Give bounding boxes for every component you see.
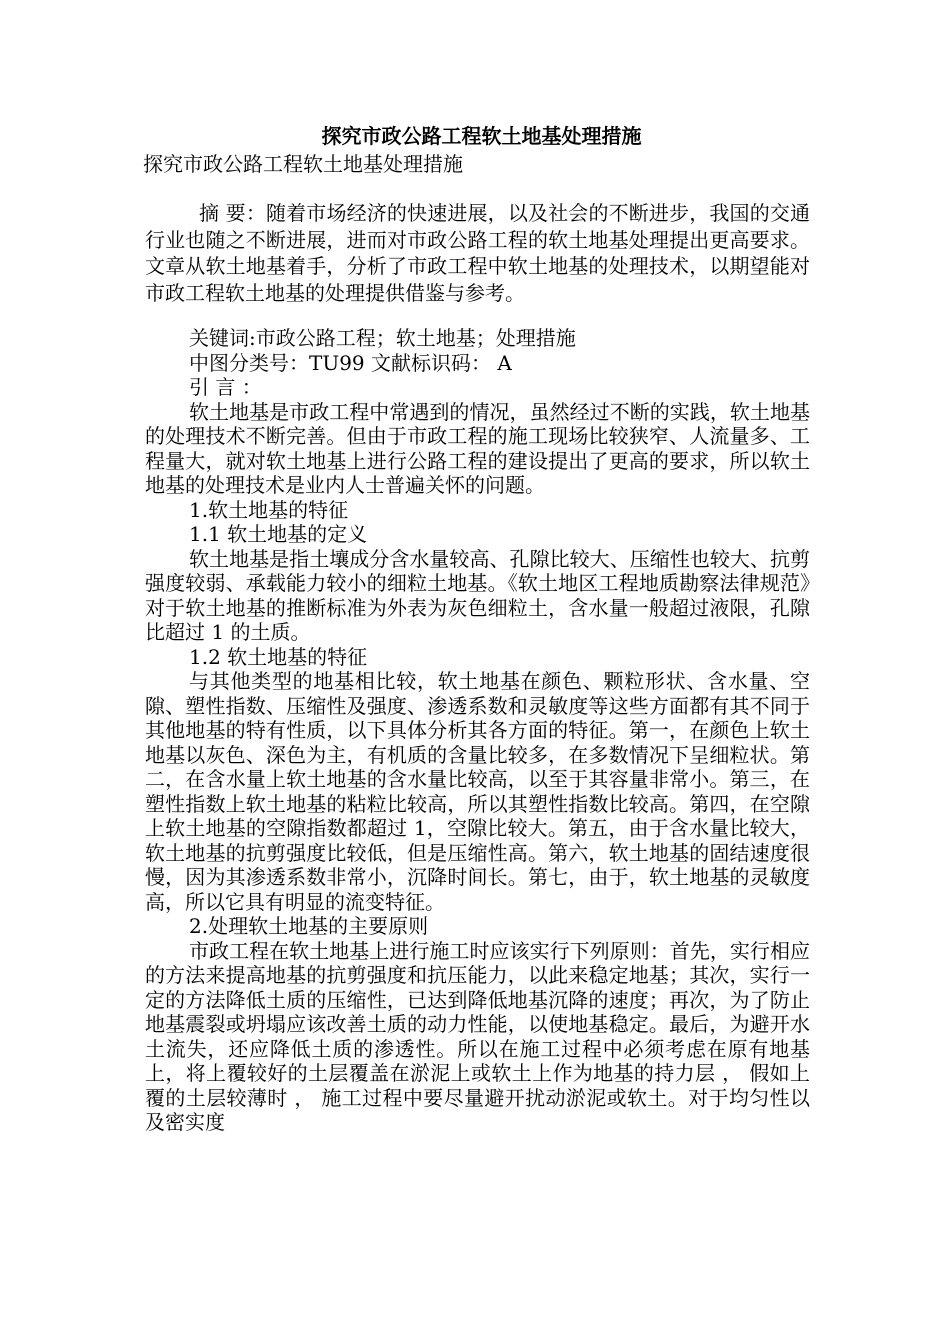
section-1-heading: 1.软土地基的特征	[189, 497, 349, 522]
classification-line: 中图分类号：TU99 文献标识码： A	[189, 350, 512, 375]
section-1-2-paragraph: 与其他类型的地基相比较，软土地基在颜色、颗粒形状、含水量、空隙、塑性指数、压缩性及强度、渗透系数和灵敏度等这些方面都有其不同于其他地基的特有性质，以下具体分析其各方面的特征。第一，在颜色上软土地基以灰色、深色为主，有机质的含量比较多，在多数情况下呈细粒状。第二，在含水量上软土地基的含水量比较高，以至于其容量非常小。第三，在塑性指数上软土地基的粘粒比较高，所以其塑性指数比较高。第四，在空隙上软土地基的空隙指数都超过 1，空隙比较大。第五，由于含水量比较大，软土地基的抗剪强度比较低，但是压缩性高。第六，软土地基的固结速度很慢，因为其渗透系数非常小，沉降时间长。第七，由于，软土地基的灵敏度高，所以它具有明显的流变特征。	[145, 669, 810, 914]
section-2-paragraph: 市政工程在软土地基上进行施工时应该实行下列原则：首先，实行相应的方法来提高地基的抗剪强度和抗压能力，以此来稳定地基；其次，实行一定的方法降低土质的压缩性，已达到降低地基沉降的速度；再次，为了防止地基震裂或坍塌应该改善土质的动力性能，以使地基稳定。最后，为避开水土流失，还应降低土质的渗透性。所以在施工过程中必须考虑在原有地基上，将上覆较好的土层覆盖在淤泥上或软土上作为地基的持力层 ， 假如上覆的土层较薄时 ， 施工过程中要尽量避开扰动淤泥或软土。对于均匀性以及密实度	[145, 938, 810, 1134]
abstract-paragraph: 摘 要：随着市场经济的快速进展，以及社会的不断进步，我国的交通行业也随之不断进展，进而对市政公路工程的软土地基处理提出更高要求。文章从软土地基着手，分析了市政工程中软土地基的处理技术，以期望能对市政工程软土地基的处理提供借鉴与参考。	[145, 201, 810, 305]
keywords-line: 关键词:市政公路工程；软土地基；处理措施	[189, 326, 576, 350]
document-body	[145, 122, 810, 1135]
section-2-heading: 2.处理软土地基的主要原则	[189, 914, 429, 938]
document-title: 探究市政公路工程软土地基处理措施	[321, 124, 642, 148]
spacer	[145, 178, 810, 200]
spacer	[145, 306, 810, 326]
document-subtitle: 探究市政公路工程软土地基处理措施	[143, 152, 463, 176]
section-1-1-heading: 1.1 软土地基的定义	[189, 522, 368, 546]
section-1-2-heading: 1.2 软土地基的特征	[189, 644, 368, 669]
intro-heading: 引 言 ：	[189, 375, 262, 399]
section-1-1-paragraph: 软土地基是指土壤成分含水量较高、孔隙比较大、压缩性也较大、抗剪强度较弱、承载能力较小的细粒土地基。《软土地区工程地质勘察法律规范》对于软土地基的推断标准为外表为灰色细粒土，含水量一般超过液限，孔隙比超过 1 的土质。	[145, 546, 810, 644]
intro-paragraph: 软土地基是市政工程中常遇到的情况，虽然经过不断的实践，软土地基的处理技术不断完善。但由于市政工程的施工现场比较狭窄、人流量多、工程量大，就对软土地基上进行公路工程的建设提出了更高的要求，所以软土地基的处理技术是业内人士普遍关怀的问题。	[145, 399, 810, 497]
